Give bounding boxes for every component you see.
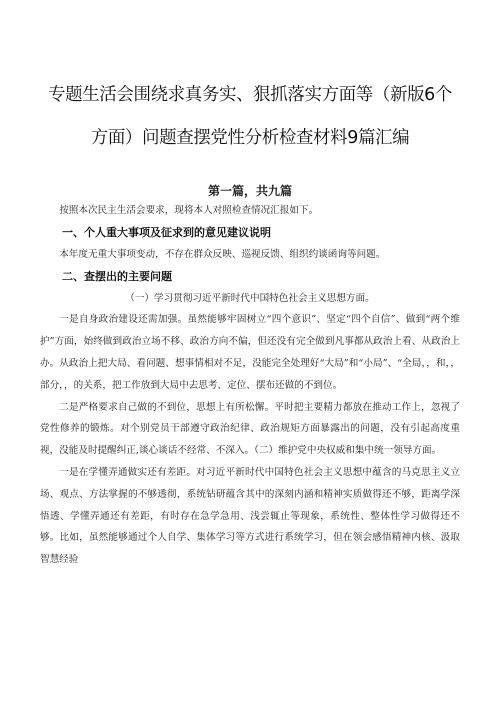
heading-main-problems: 二、查摆出的主要问题: [62, 269, 172, 283]
paragraph-self-discipline: 二是严格要求自己做的不到位，思想上有所松懈。平时把主要精力都放在推动工作上，忽视了党性修养的锻炼。对个别党员干部遵守政治纪律、政治规矩方面暴露出的问题，没有引起高度重视，没能及时提醒纠正,谈心谈话不经常、不深入。（二）维护党中央权威和集中统一领导方面。: [40, 401, 460, 457]
document-title: 专题生活会围绕求真务实、狠抓落实方面等（新版6个方面）问题查摆党性分析检查材料9篇汇编: [47, 85, 453, 148]
heading-personal-matters: 一、个人重大事项及征求到的意见建议说明: [62, 225, 271, 239]
subheading-study: （一）学习贯彻习近平新时代中国特色社会主义思想方面。: [125, 292, 375, 304]
paragraph-personal-matters: 本年度无重大事项变动，不存在群众反映、巡视反馈、组织约谈函询等问题。: [59, 248, 386, 260]
section-title: 第一篇，共九篇: [207, 184, 292, 198]
paragraph-study-depth: 一是在学懂弄通做实还有差距。对习近平新时代中国特色社会主义思想中蕴含的马克思主义立场、观点、方法掌握的不够透彻，系统钻研蕴含其中的深刻内涵和精神实质做得还不够，距离学深悟透、学懂弄通还有差距，有时存在急学急用、浅尝辄止等现象，系统性、整体性学习做得还不够。比如，虽然能够通过个人自学、集体学习等方式进行系统学习，但在领会感悟精神内核、汲取智慧经验: [40, 466, 460, 566]
paragraph-political-building: 一是自身政治建设还需加强。虽然能够牢固树立“四个意识”、坚定“四个自信”、做到“两个维护”方面，始终做到政治立场不移、政治方向不偏，但还没有完全做到凡事都从政治上看、从政治上办。从政治上把大局、看问题、想事情相对不足，没能完全处理好“大局”和“小局”、“全局，，和，，部分，，的关系，把工作放到大局中去思考、定位、摆布还做的不到位。: [40, 314, 460, 391]
intro-paragraph: 按照本次民主生活会要求，现将本人对照检查情况汇报如下。: [59, 205, 319, 216]
